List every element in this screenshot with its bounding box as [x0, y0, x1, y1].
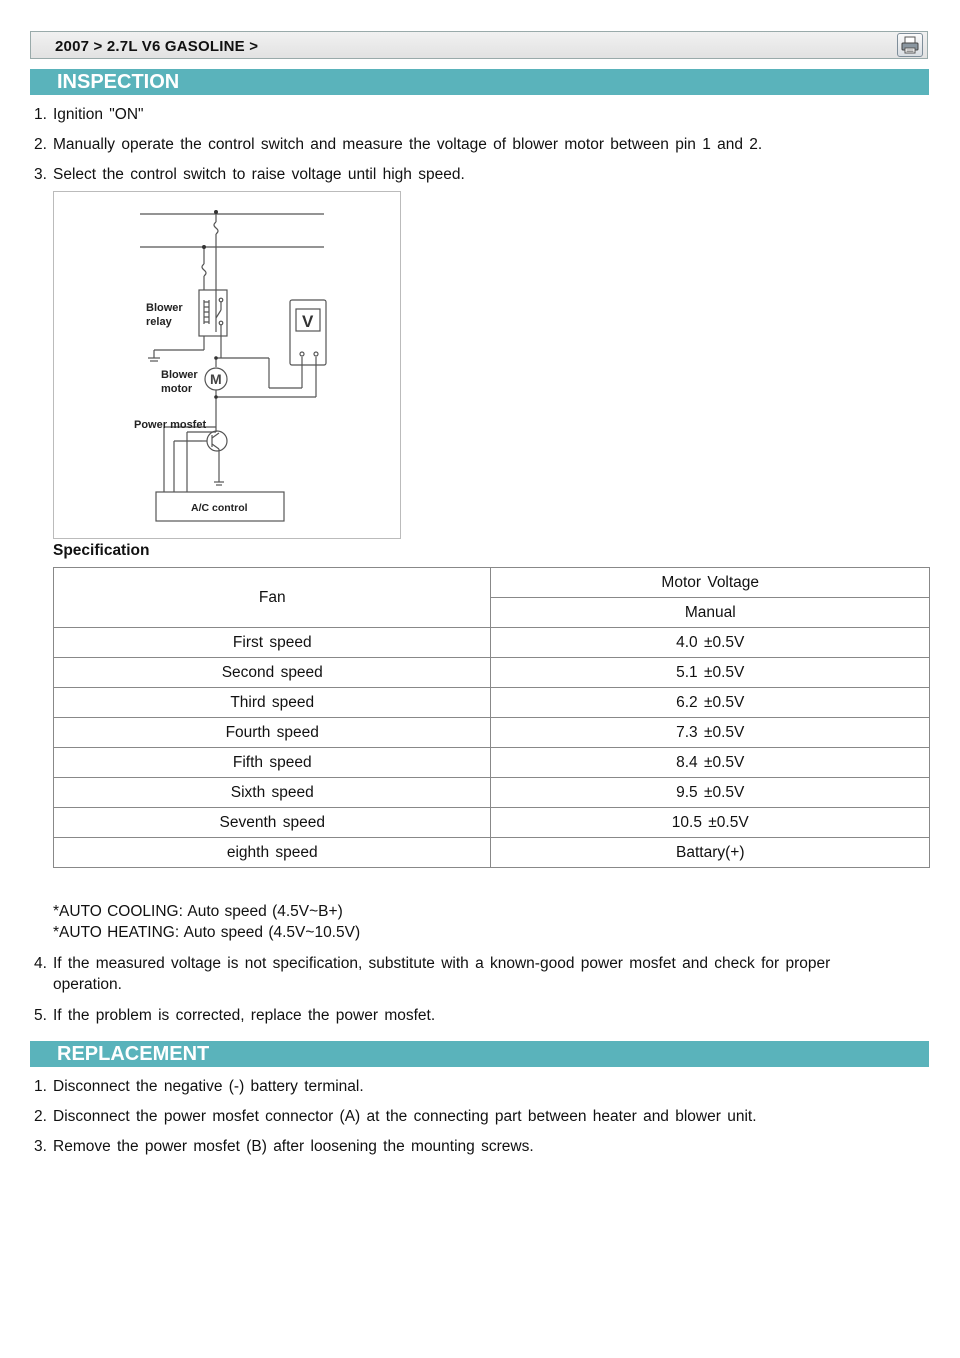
circuit-schematic [54, 192, 400, 538]
label-power-mosfet: Power mosfet [134, 419, 207, 431]
breadcrumb[interactable]: 2007 > 2.7L V6 GASOLINE > [55, 38, 259, 55]
step-number: 3. [34, 1138, 47, 1155]
step-number: 2. [34, 1108, 47, 1125]
step-text: Select the control switch to raise voltage until high speed. [53, 166, 465, 183]
step-number: 2. [34, 136, 47, 153]
voltage-cell: 6.2 ±0.5V [491, 688, 930, 718]
note-auto-cooling: *AUTO COOLING: Auto speed (4.5V~B+) [53, 903, 343, 920]
step-number: 1. [34, 106, 47, 123]
fan-speed-cell: Sixth speed [54, 778, 491, 808]
printer-icon [898, 34, 922, 56]
inspection-step-4 [34, 953, 914, 995]
voltage-cell: 5.1 ±0.5V [491, 658, 930, 688]
step-text: If the measured voltage is not specification, substitute with a known-good power mosfet and check for proper [53, 955, 831, 972]
voltmeter-symbol: V [302, 312, 314, 331]
table-header-row [54, 568, 930, 598]
table-row [54, 838, 930, 868]
replacement-heading: REPLACEMENT [30, 1041, 929, 1067]
voltage-cell: Battary(+) [491, 838, 930, 868]
label-blower: Blower [146, 302, 183, 314]
label-relay: relay [146, 316, 172, 328]
fan-speed-cell: Fifth speed [54, 748, 491, 778]
label-blower-motor-2: motor [161, 383, 193, 395]
fan-speed-cell: Second speed [54, 658, 491, 688]
inspection-heading: INSPECTION [30, 69, 929, 95]
fan-speed-cell: First speed [54, 628, 491, 658]
replacement-step-1 [34, 1076, 914, 1097]
breadcrumb-bar [30, 31, 928, 59]
label-blower-motor-1: Blower [161, 369, 198, 381]
header-fan: Fan [54, 568, 491, 628]
step-text: Manually operate the control switch and measure the voltage of blower motor between pin 1 and 2. [53, 136, 763, 153]
step-number: 1. [34, 1078, 47, 1095]
fan-speed-cell: Seventh speed [54, 808, 491, 838]
step-text: Remove the power mosfet (B) after loosening the mounting screws. [53, 1138, 534, 1155]
step-text: Disconnect the power mosfet connector (A) at the connecting part between heater and blower unit. [53, 1108, 757, 1125]
step-text: If the problem is corrected, replace the power mosfet. [53, 1007, 436, 1024]
replacement-step-2 [34, 1106, 914, 1127]
table-row [54, 688, 930, 718]
fan-speed-cell: Third speed [54, 688, 491, 718]
table-row [54, 658, 930, 688]
inspection-step-1 [34, 104, 914, 125]
step-number: 4. [34, 955, 47, 972]
fan-speed-cell: Fourth speed [54, 718, 491, 748]
label-ac-control: A/C control [191, 502, 248, 514]
voltage-cell: 4.0 ±0.5V [491, 628, 930, 658]
note-auto-heating: *AUTO HEATING: Auto speed (4.5V~10.5V) [53, 924, 361, 941]
table-row [54, 718, 930, 748]
inspection-step-3 [34, 164, 914, 185]
header-motor-voltage: Motor Voltage [491, 568, 930, 598]
motor-symbol: M [210, 371, 222, 387]
step-text-continued: operation. [53, 976, 122, 993]
blower-circuit-diagram [53, 191, 401, 539]
inspection-step-5 [34, 1005, 914, 1026]
table-row [54, 808, 930, 838]
table-row [54, 748, 930, 778]
fan-speed-cell: eighth speed [54, 838, 491, 868]
inspection-step-2 [34, 134, 914, 155]
specification-title: Specification [53, 542, 150, 559]
header-manual: Manual [491, 598, 930, 628]
step-text: Disconnect the negative (-) battery terminal. [53, 1078, 364, 1095]
print-button[interactable] [897, 33, 923, 57]
step-number: 3. [34, 166, 47, 183]
step-text: Ignition "ON" [53, 106, 144, 123]
voltage-cell: 9.5 ±0.5V [491, 778, 930, 808]
voltage-cell: 8.4 ±0.5V [491, 748, 930, 778]
voltage-cell: 10.5 ±0.5V [491, 808, 930, 838]
replacement-step-3 [34, 1136, 914, 1157]
voltage-cell: 7.3 ±0.5V [491, 718, 930, 748]
step-number: 5. [34, 1007, 47, 1024]
specification-table [53, 567, 930, 868]
table-row [54, 778, 930, 808]
table-row [54, 628, 930, 658]
